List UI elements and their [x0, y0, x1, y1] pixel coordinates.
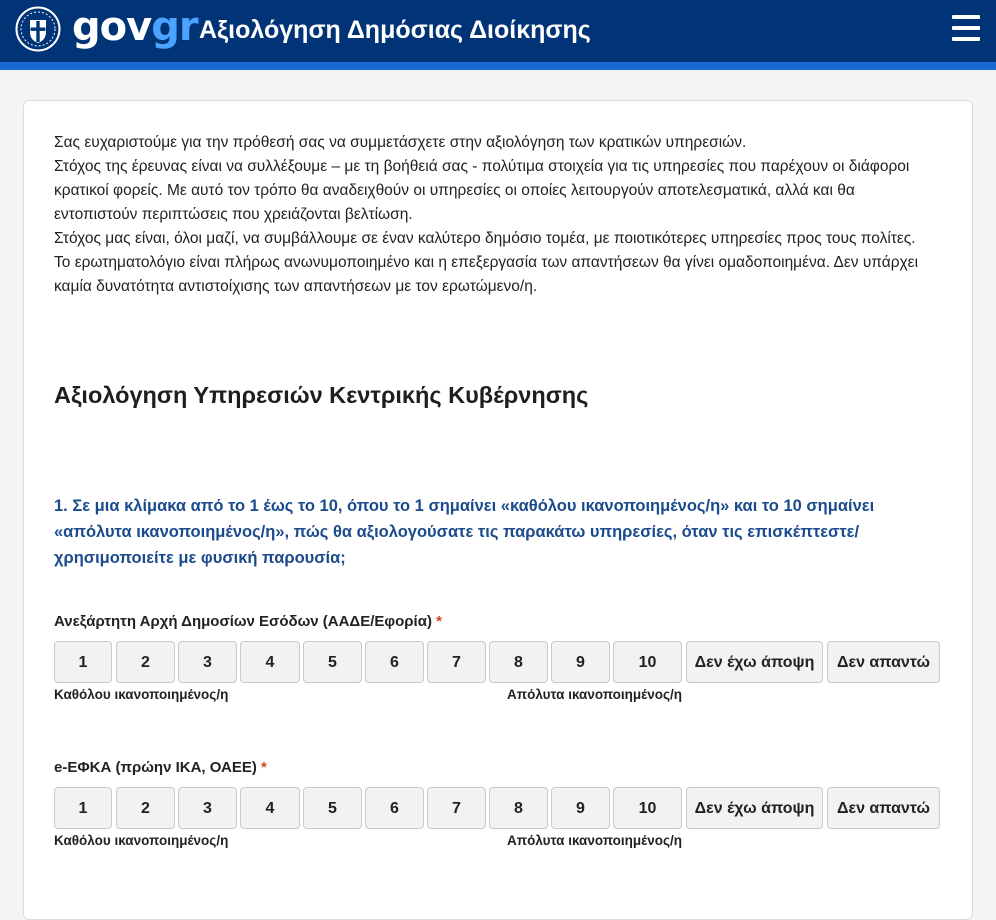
- rating-option-2[interactable]: 2: [116, 787, 175, 829]
- rating-option-7[interactable]: 7: [427, 641, 486, 683]
- scale-high-caption: Απόλυτα ικανοποιημένος/η: [507, 687, 683, 702]
- rating-option-5[interactable]: 5: [303, 787, 362, 829]
- scale-low-caption: Καθόλου ικανοποιημένος/η: [54, 687, 229, 702]
- rating-option-8[interactable]: 8: [489, 641, 548, 683]
- scale-captions: [54, 829, 954, 853]
- required-asterisk: *: [261, 759, 267, 776]
- rating-option-8[interactable]: 8: [489, 787, 548, 829]
- scale-low-caption: Καθόλου ικανοποιημένος/η: [54, 833, 229, 848]
- rating-option-4[interactable]: 4: [240, 641, 300, 683]
- intro-paragraph: Στόχος μας είναι, όλοι μαζί, να συμβάλλουμε σε έναν καλύτερο δημόσιο τομέα, με ποιοτικότερες υπηρεσίες προς τους πολίτες.: [54, 230, 916, 247]
- rating-option-10[interactable]: 10: [613, 641, 682, 683]
- rating-item-label-text: Ανεξάρτητη Αρχή Δημοσίων Εσόδων (ΑΑΔΕ/Εφορία): [54, 613, 432, 630]
- rating-option-no-answer[interactable]: Δεν απαντώ: [827, 787, 940, 829]
- rating-scale: [54, 787, 954, 829]
- scale-captions: [54, 683, 954, 707]
- intro-paragraph: Το ερωτηματολόγιο είναι πλήρως ανωνυμοποιημένο και η επεξεργασία των απαντήσεων θα γίνει ομαδοποιημένα. Δεν υπάρχει καμία δυνατότητα αντιστοίχισης των απαντήσεων με τον ερωτώμενο/η.: [54, 254, 919, 295]
- intro-text: [54, 131, 934, 299]
- question-text: 1. Σε μια κλίμακα από το 1 έως το 10, όπου το 1 σημαίνει «καθόλου ικανοποιημένος/η» και το 10 σημαίνει «απόλυτα ικανοποιημένος/η», πώς θα αξιολογούσατε τις παρακάτω υπηρεσίες, όταν τις επισκέπτεστε/χρησιμοποιείτε με φυσική παρουσία;: [54, 497, 875, 567]
- header-bar: [0, 0, 996, 70]
- rating-option-5[interactable]: 5: [303, 641, 362, 683]
- rating-option-1[interactable]: 1: [54, 787, 112, 829]
- rating-option-1[interactable]: 1: [54, 641, 112, 683]
- hamburger-menu-icon[interactable]: [948, 12, 984, 44]
- required-asterisk: *: [436, 613, 442, 630]
- rating-option-3[interactable]: 3: [178, 641, 237, 683]
- rating-option-3[interactable]: 3: [178, 787, 237, 829]
- rating-item-label: [54, 757, 954, 779]
- rating-option-2[interactable]: 2: [116, 641, 175, 683]
- greek-coat-of-arms-icon[interactable]: [15, 6, 61, 52]
- rating-option-no-opinion[interactable]: Δεν έχω άποψη: [686, 787, 823, 829]
- survey-card: [23, 100, 973, 920]
- govgr-logo[interactable]: [72, 4, 198, 50]
- rating-item-label: [54, 611, 954, 633]
- rating-option-no-opinion[interactable]: Δεν έχω άποψη: [686, 641, 823, 683]
- rating-item-efka: [54, 757, 954, 853]
- rating-item-aade: [54, 611, 954, 707]
- rating-option-6[interactable]: 6: [365, 641, 424, 683]
- rating-scale: [54, 641, 954, 683]
- app-title: Αξιολόγηση Δημόσιας Διοίκησης: [199, 16, 591, 44]
- logo-gr-text: gr: [151, 4, 198, 50]
- rating-option-9[interactable]: 9: [551, 641, 610, 683]
- rating-option-7[interactable]: 7: [427, 787, 486, 829]
- rating-option-10[interactable]: 10: [613, 787, 682, 829]
- intro-paragraph: Στόχος της έρευνας είναι να συλλέξουμε – με τη βοήθειά σας - πολύτιμα στοιχεία για τις υπηρεσίες που παρέχουν οι διάφοροι κρατικοί φορείς. Με αυτό τον τρόπο θα αναδειχθούν οι υπηρεσίες οι οποίες λειτουργούν αποτελεσματικά, αλλά και θα εντοπιστούν περιπτώσεις που χρειάζονται βελτίωση.: [54, 158, 910, 223]
- rating-option-4[interactable]: 4: [240, 787, 300, 829]
- rating-option-no-answer[interactable]: Δεν απαντώ: [827, 641, 940, 683]
- scale-high-caption: Απόλυτα ικανοποιημένος/η: [507, 833, 683, 848]
- logo-gov-text: gov: [72, 4, 152, 50]
- section-title: Αξιολόγηση Υπηρεσιών Κεντρικής Κυβέρνησης: [54, 382, 589, 408]
- intro-paragraph: Σας ευχαριστούμε για την πρόθεσή σας να συμμετάσχετε στην αξιολόγηση των κρατικών υπηρεσιών.: [54, 134, 747, 151]
- rating-option-6[interactable]: 6: [365, 787, 424, 829]
- rating-item-label-text: e-ΕΦΚΑ (πρώην ΙΚΑ, ΟΑΕΕ): [54, 759, 257, 776]
- rating-option-9[interactable]: 9: [551, 787, 610, 829]
